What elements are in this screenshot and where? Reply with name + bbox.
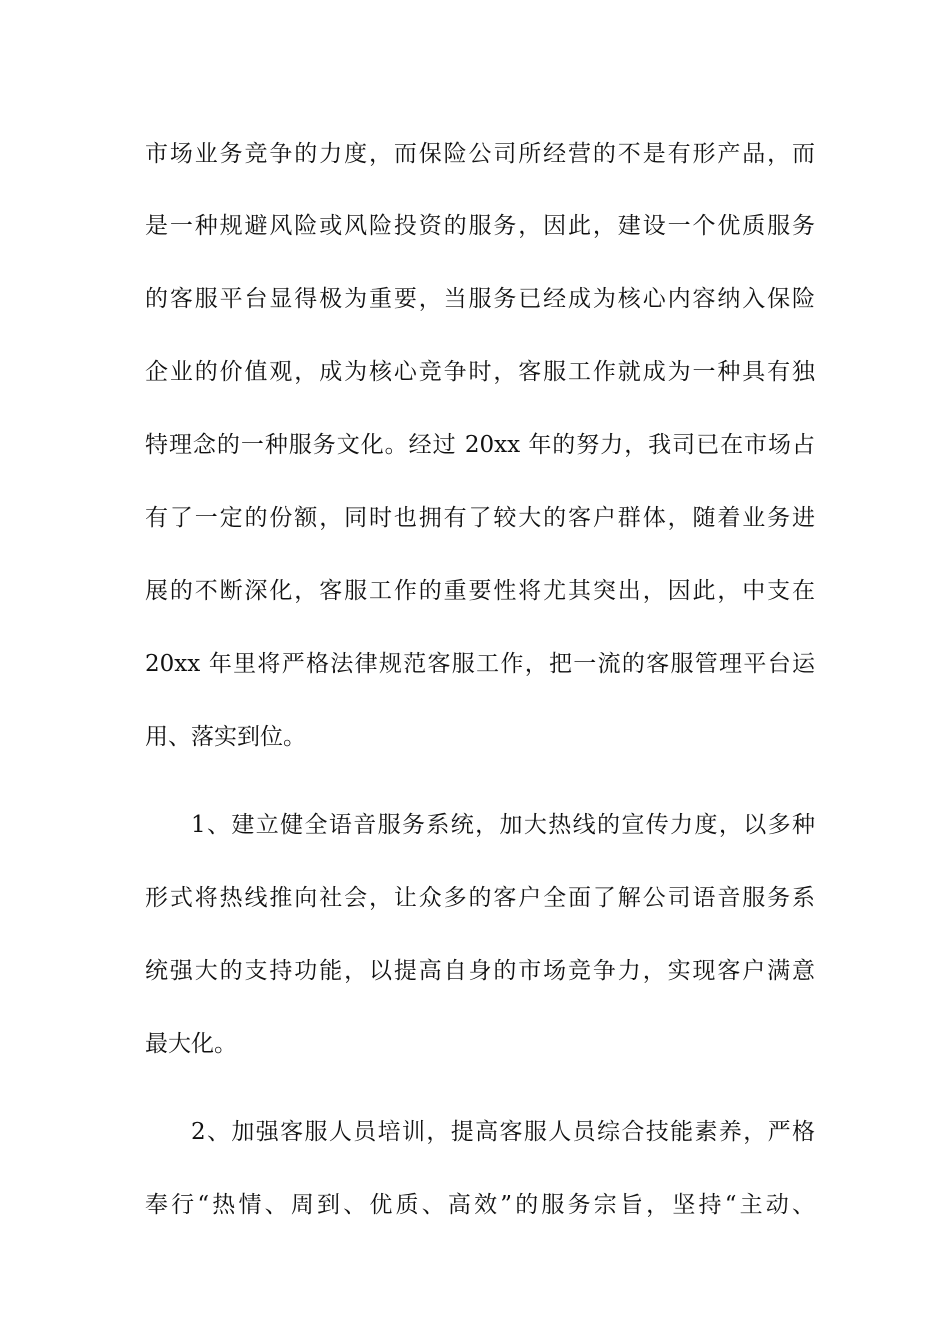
text-line: 形式将热线推向社会，让众多的客户全面了解公司语音服务系 (145, 885, 815, 911)
text-line: 奉行“热情、周到、优质、高效”的服务宗旨，坚持“主动、 (145, 1192, 815, 1218)
paragraph-first-line: 2、加强客服人员培训，提高客服人员综合技能素养，严格 (191, 1119, 815, 1145)
text-line: 是一种规避风险或风险投资的服务，因此，建设一个优质服务 (145, 213, 815, 239)
paragraph-first-line: 1、建立健全语音服务系统，加大热线的宣传力度，以多种 (191, 812, 815, 838)
text-line: 展的不断深化，客服工作的重要性将尤其突出，因此，中支在 (145, 578, 815, 604)
text-line: 用、落实到位。 (145, 724, 306, 750)
text-line: 市场业务竞争的力度，而保险公司所经营的不是有形产品，而 (145, 141, 815, 167)
text-line: 特理念的一种服务文化。经过 20xx 年的努力，我司已在市场占 (145, 432, 815, 458)
text-line: 最大化。 (145, 1031, 237, 1057)
text-line: 的客服平台显得极为重要，当服务已经成为核心内容纳入保险 (145, 286, 815, 312)
text-line: 统强大的支持功能，以提高自身的市场竞争力，实现客户满意 (145, 958, 815, 984)
text-line: 企业的价值观，成为核心竞争时，客服工作就成为一种具有独 (145, 359, 815, 385)
text-line: 20xx 年里将严格法律规范客服工作，把一流的客服管理平台运 (145, 651, 815, 677)
text-line: 有了一定的份额，同时也拥有了较大的客户群体，随着业务进 (145, 505, 815, 531)
